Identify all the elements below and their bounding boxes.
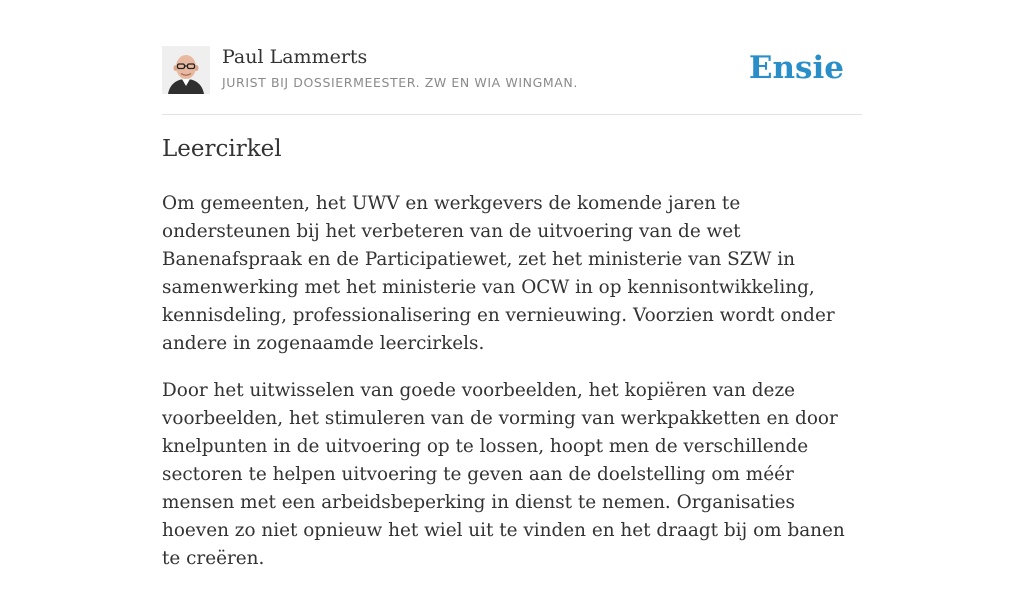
article-body <box>162 190 862 592</box>
ensie-logo[interactable]: Ensie <box>748 50 844 86</box>
article-paragraph-2: Door het uitwisselen van goede voorbeelden, het kopiëren van deze voorbeelden, het stimuleren van de vorming van werkpakketten en door knelpunten in de uitvoering op te lossen, hoopt men de verschillende sectoren te helpen uitvoering te geven aan de doelstelling om méér mensen met een arbeidsbeperking in dienst te nemen. Organisaties hoeven zo niet opnieuw het wiel uit te vinden en het draagt bij om banen te creëren. <box>162 380 845 569</box>
article-title: Leercirkel <box>162 136 282 162</box>
author-name[interactable]: Paul Lammerts <box>222 46 368 68</box>
person-icon <box>162 46 210 94</box>
article-paragraph-1: Om gemeenten, het UWV en werkgevers de komende jaren te ondersteunen bij het verbeteren van de uitvoering van de wet Banenafspraak en de Participatiewet, zet het ministerie van SZW in samenwerking met het ministerie van OCW in op kennisontwikkeling, kennisdeling, professionalisering en vernieuwing. Voorzien wordt onder andere in zogenaamde leercirkels. <box>162 193 835 354</box>
author-header <box>162 44 862 115</box>
author-bio: JURIST BIJ DOSSIERMEESTER. ZW EN WIA WINGMAN. <box>222 75 578 90</box>
author-avatar[interactable] <box>162 46 210 94</box>
